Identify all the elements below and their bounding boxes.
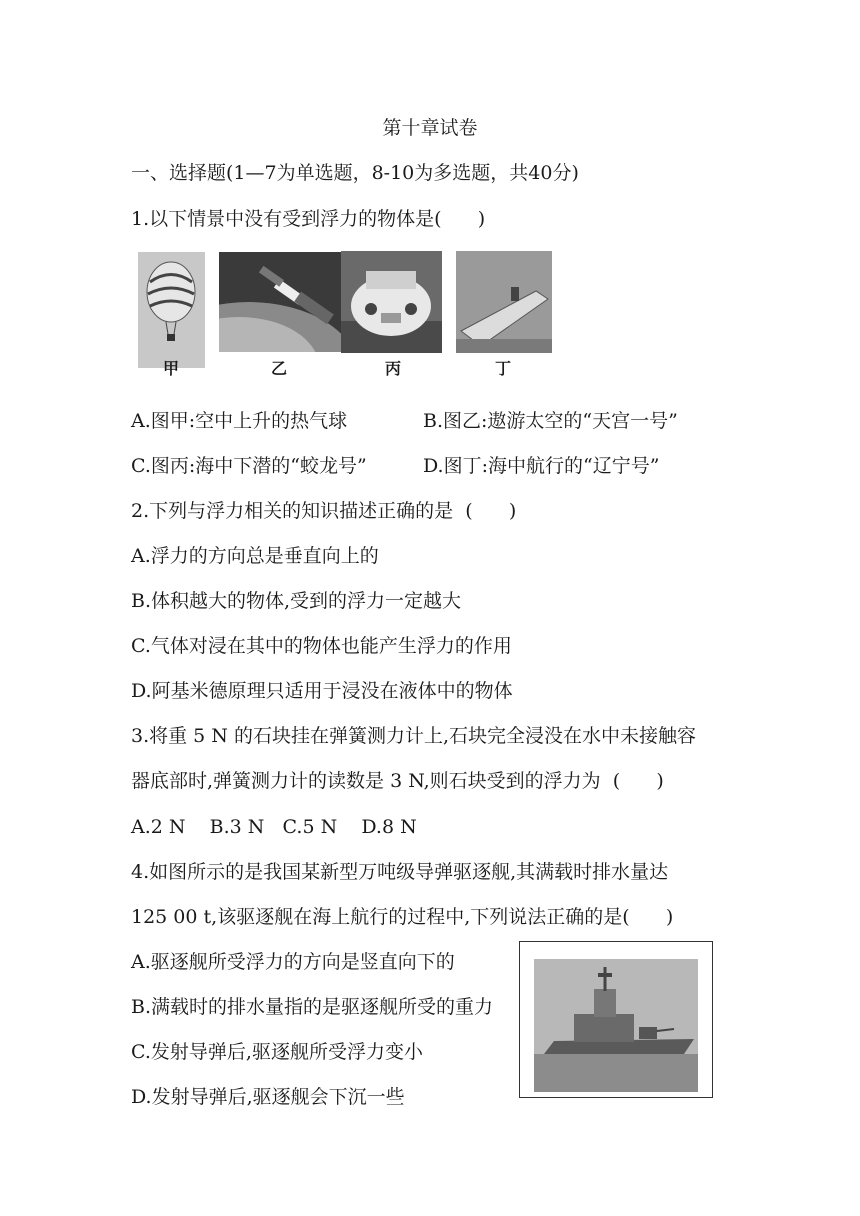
q4-option-a: A.驱逐舰所受浮力的方向是竖直向下的 <box>131 951 455 973</box>
q3-stem-line1: 3.将重 5 N 的石块挂在弹簧测力计上,石块完全浸没在水中未接触容 <box>131 725 697 747</box>
q2-option-a: A.浮力的方向总是垂直向上的 <box>131 545 379 567</box>
q4-stem-line2: 125 00 t,该驱逐舰在海上航行的过程中,下列说法正确的是( ) <box>131 906 674 928</box>
q4-stem-line1: 4.如图所示的是我国某新型万吨级导弹驱逐舰,其满载时排水量达 <box>131 861 669 883</box>
q1-stem: 1.以下情景中没有受到浮力的物体是( ) <box>131 208 486 230</box>
q3-stem-line2: 器底部时,弹簧测力计的读数是 3 N,则石块受到的浮力为 ( ) <box>131 770 664 792</box>
destroyer-figure-frame <box>519 941 713 1098</box>
q1-option-d: D.图丁:海中航行的“辽宁号” <box>423 455 660 477</box>
q2-option-b: B.体积越大的物体,受到的浮力一定越大 <box>131 590 462 612</box>
page-title: 第十章试卷 <box>382 117 478 139</box>
q2-stem: 2.下列与浮力相关的知识描述正确的是 ( ) <box>131 500 517 522</box>
q4-option-b: B.满载时的排水量指的是驱逐舰所受的重力 <box>131 996 494 1018</box>
q2-option-d: D.阿基米德原理只适用于浸没在液体中的物体 <box>131 680 513 702</box>
space-station-image <box>219 252 341 352</box>
q4-option-d: D.发射导弹后,驱逐舰会下沉一些 <box>131 1086 405 1108</box>
q3-options: A.2 N B.3 N C.5 N D.8 N <box>131 816 417 838</box>
hot-air-balloon-image <box>138 252 205 368</box>
submersible-image <box>341 251 442 353</box>
q1-option-b: B.图乙:遨游太空的“天宫一号” <box>423 410 678 432</box>
q1-option-a: A.图甲:空中上升的热气球 <box>131 410 348 432</box>
aircraft-carrier-image <box>456 251 552 353</box>
q2-option-c: C.气体对浸在其中的物体也能产生浮力的作用 <box>131 635 512 657</box>
caption-yi: 乙 <box>270 359 287 378</box>
q1-option-c: C.图丙:海中下潜的“蛟龙号” <box>131 455 367 477</box>
q4-option-c: C.发射导弹后,驱逐舰所受浮力变小 <box>131 1041 423 1063</box>
caption-bing: 丙 <box>384 359 401 378</box>
section-heading: 一、选择题(1—7为单选题，8-10为多选题，共40分) <box>131 162 579 184</box>
destroyer-image <box>534 959 698 1092</box>
caption-ding: 丁 <box>494 359 511 378</box>
caption-jia: 甲 <box>162 359 179 378</box>
